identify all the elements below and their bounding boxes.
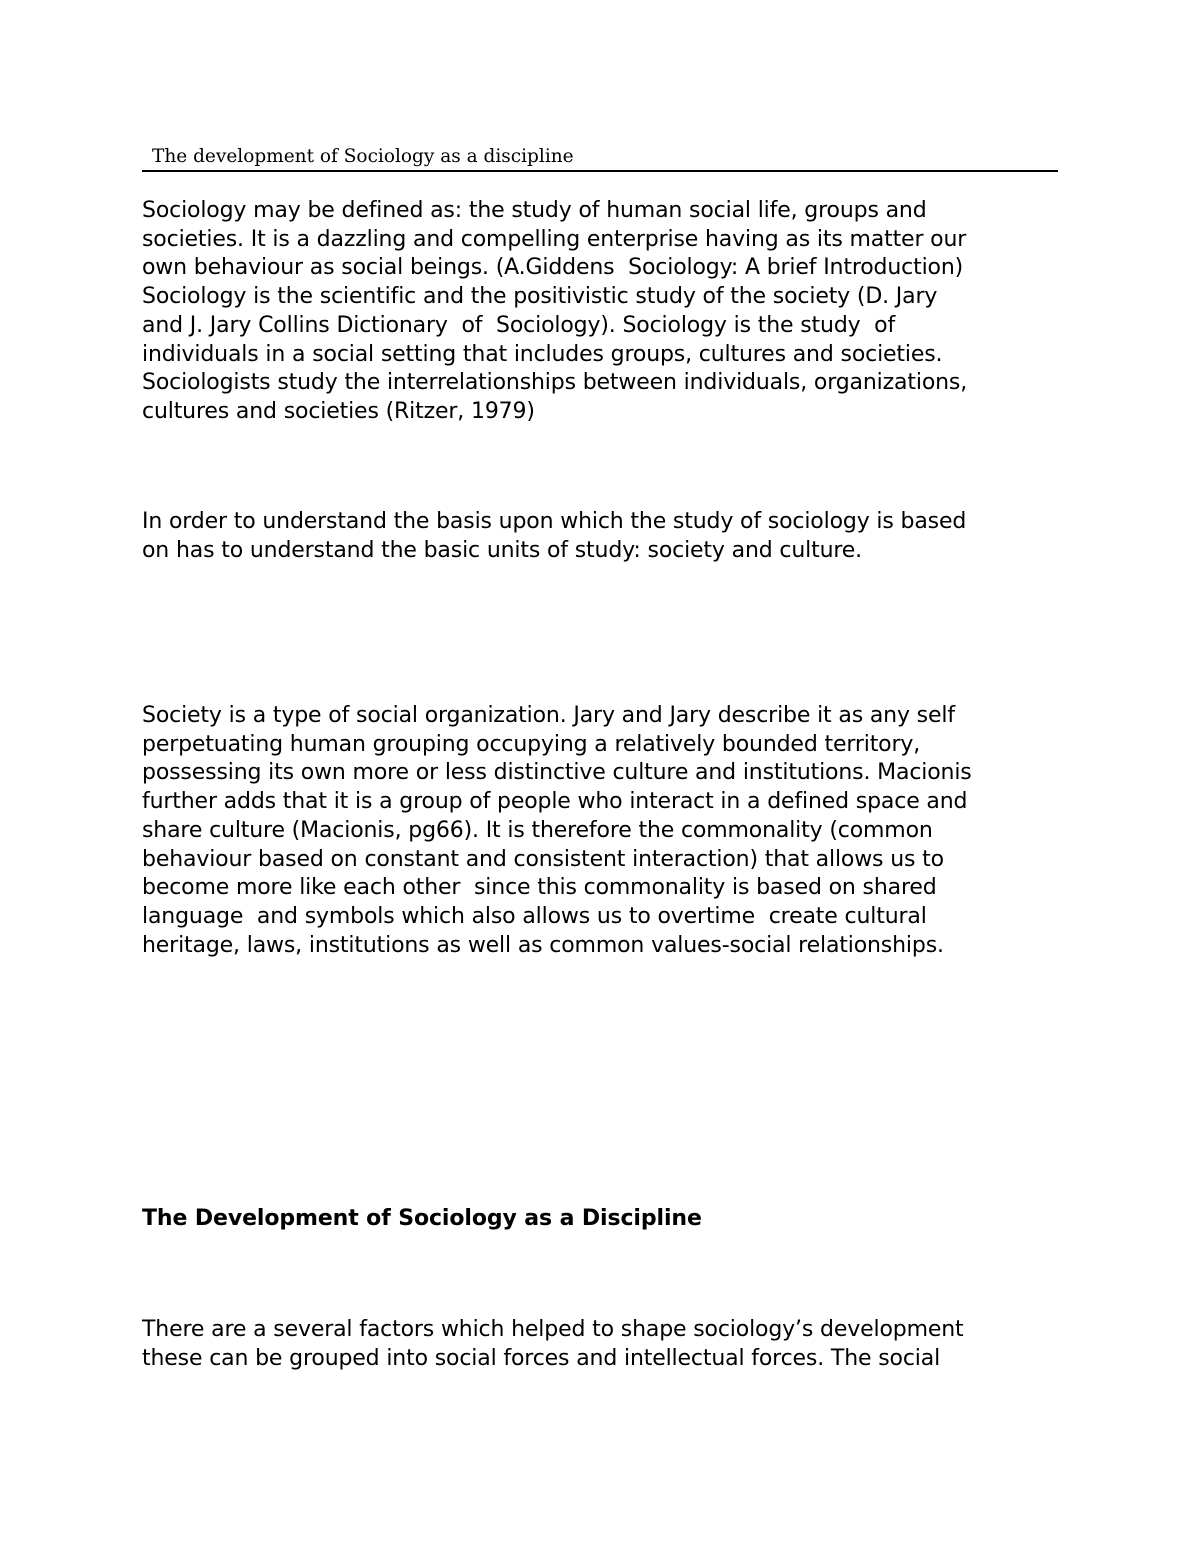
paragraph-line: In order to understand the basis upon which the study of sociology is based (142, 509, 967, 534)
paragraph-line: Sociology may be defined as: the study of human social life, groups and (142, 198, 927, 223)
paragraph-basis (142, 508, 1062, 565)
paragraph-line: become more like each other since this commonality is based on shared (142, 875, 937, 901)
paragraph-line: perpetuating human grouping occupying a relatively bounded territory, (142, 731, 921, 757)
header-title: The development of Sociology as a discipline (152, 146, 574, 167)
paragraph-line: further adds that it is a group of people who interact in a defined space and (142, 789, 968, 815)
paragraph-line: on has to understand the basic units of study: society and culture. (142, 537, 863, 563)
page-header (142, 146, 1058, 172)
paragraph-society (142, 702, 1062, 960)
paragraph-definition (142, 197, 1062, 427)
paragraph-line: cultures and societies (Ritzer, 1979) (142, 398, 535, 424)
paragraph-line: There are a several factors which helped to shape sociology’s development (142, 1317, 964, 1342)
paragraph-line: Sociologists study the interrelationships between individuals, organizations, (142, 370, 968, 396)
paragraph-line: Society is a type of social organization. Jary and Jary describe it as any self (142, 703, 955, 728)
paragraph-line: heritage, laws, institutions as well as common values-social relationships. (142, 932, 944, 958)
paragraph-line: individuals in a social setting that includes groups, cultures and societies. (142, 341, 943, 367)
paragraph-line: and J. Jary Collins Dictionary of Sociology). Sociology is the study of (142, 312, 896, 338)
paragraph-line: behaviour based on constant and consistent interaction) that allows us to (142, 846, 944, 872)
paragraph-line: these can be grouped into social forces and intellectual forces. The social (142, 1345, 941, 1371)
paragraph-line: possessing its own more or less distinctive culture and institutions. Macionis (142, 760, 972, 786)
paragraph-line: societies. It is a dazzling and compelling enterprise having as its matter our (142, 226, 967, 252)
paragraph-line: Sociology is the scientific and the positivistic study of the society (D. Jary (142, 284, 938, 310)
paragraph-line: own behaviour as social beings. (A.Giddens Sociology: A brief Introduction) (142, 255, 964, 281)
paragraph-line: share culture (Macionis, pg66). It is therefore the commonality (common (142, 817, 933, 843)
section-heading: The Development of Sociology as a Discipline (142, 1206, 702, 1231)
paragraph-line: language and symbols which also allows us to overtime create cultural (142, 903, 927, 929)
paragraph-factors (142, 1316, 1062, 1373)
